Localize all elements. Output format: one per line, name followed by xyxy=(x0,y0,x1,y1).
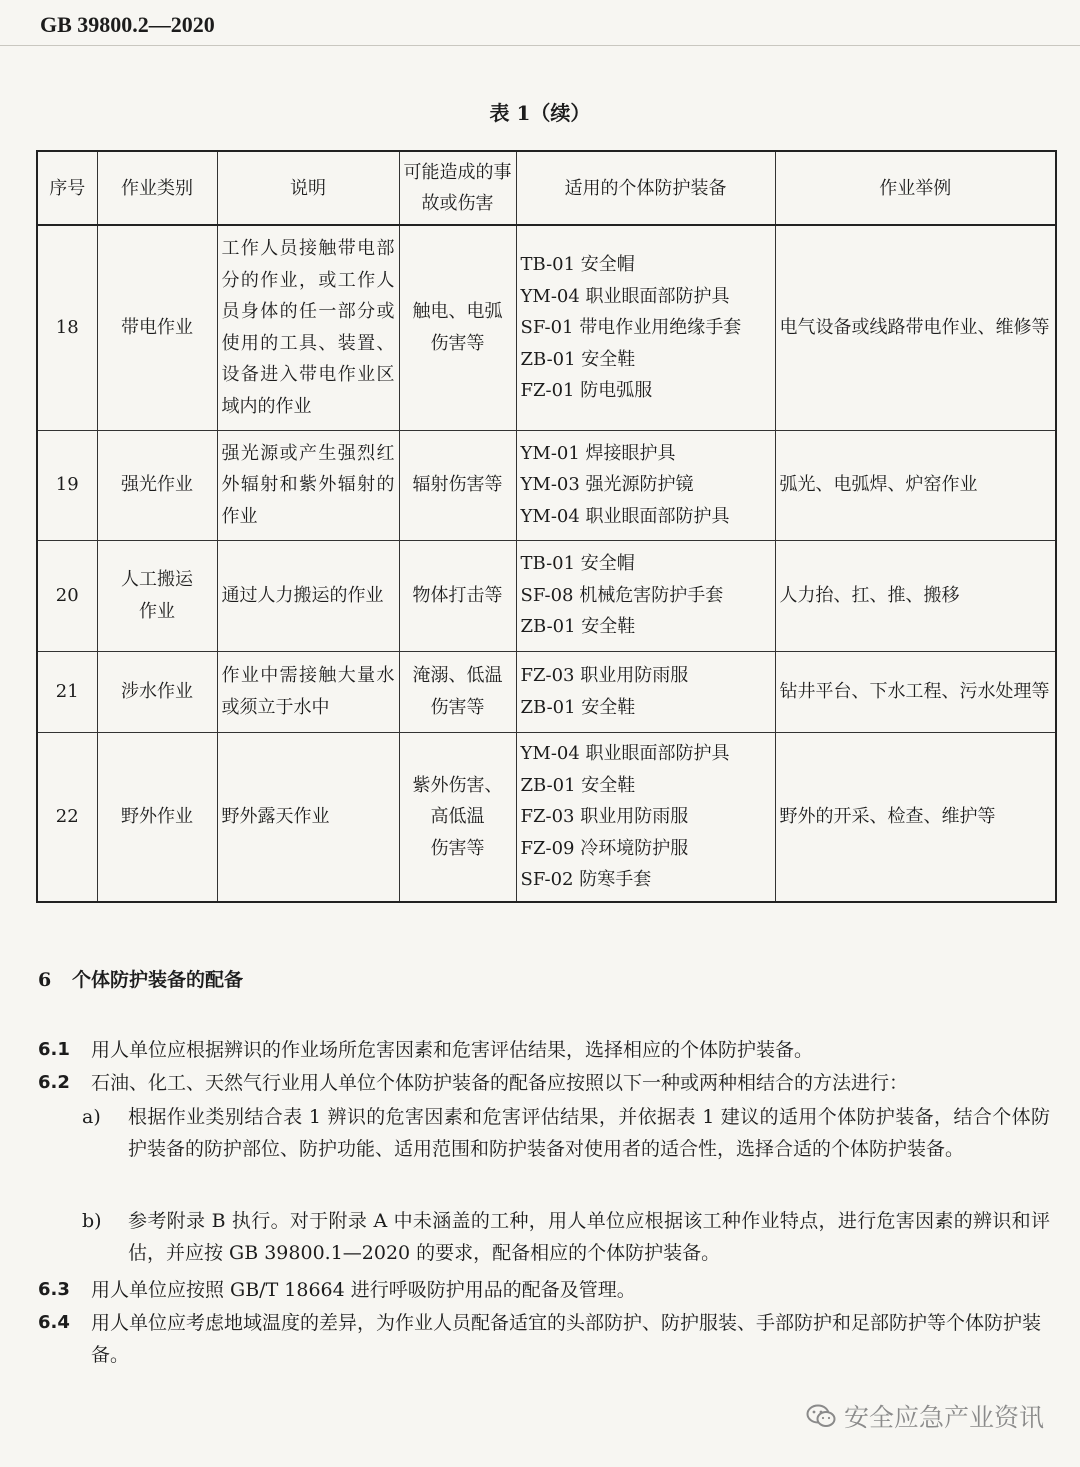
cell-hazard xyxy=(399,540,516,651)
section-heading: 个体防护装备的配备 xyxy=(72,969,244,991)
clause-number: 6.1 xyxy=(38,1039,70,1060)
cell-no: 21 xyxy=(37,651,97,732)
cell-example: 钻井平台、下水工程、污水处理等 xyxy=(775,651,1056,732)
ppe-item: YM-04 职业眼面部防护具 xyxy=(520,285,730,307)
section-number: 6 xyxy=(38,969,52,991)
clause-6-1 xyxy=(38,1034,1050,1066)
text-line: 带电作业 xyxy=(121,317,193,338)
text-line: 作业 xyxy=(139,600,175,622)
text-line: 紫外伤害、 xyxy=(412,774,503,796)
text-line: 高低温 xyxy=(430,806,485,827)
clause-text: 石油、化工、天然气行业用人单位个体防护装备的配备应按照以下一种或两种相结合的方法进行： xyxy=(91,1072,909,1094)
list-marker: a) xyxy=(82,1106,101,1128)
cell-ppe xyxy=(516,225,775,430)
ppe-item: SF-02 防寒手套 xyxy=(520,869,652,890)
cell-description: 作业中需接触大量水或须立于水中 xyxy=(217,651,399,732)
section-6-title xyxy=(38,965,243,992)
cell-description: 强光源或产生强烈红外辐射和紫外辐射的作业 xyxy=(217,430,399,540)
cell-ppe xyxy=(516,732,775,902)
clause-text: 用人单位应按照 GB/T 18664 进行呼吸防护用品的配备及管理。 xyxy=(91,1279,636,1301)
text-line: 可能造成的 xyxy=(403,162,494,183)
watermark-text: 安全应急产业资讯 xyxy=(843,1403,1044,1432)
cell-ppe xyxy=(516,540,775,651)
list-item-text: 根据作业类别结合表 1 辨识的危害因素和危害评估结果，并依据表 1 建议的适用个体防护装备，结合个体防护装备的防护部位、防护功能、适用范围和防护装备对使用者的适合性，选择合适的个体防护装备。 xyxy=(128,1106,1050,1160)
text-line: 类别 xyxy=(157,177,193,199)
text-line: 强光作业 xyxy=(121,474,193,496)
ppe-item: YM-03 强光源防护镜 xyxy=(520,474,694,496)
text-line: 涉水作业 xyxy=(121,680,193,702)
text-line: 适用的个体 xyxy=(564,177,655,199)
cell-category xyxy=(97,540,217,651)
clause-6-4 xyxy=(38,1307,1050,1371)
cell-hazard xyxy=(399,430,516,540)
col-header-hazard xyxy=(399,151,516,225)
table-header-row xyxy=(37,151,1056,225)
text-line: 物体打击等 xyxy=(412,584,503,606)
col-header-ppe xyxy=(516,151,775,225)
wechat-icon xyxy=(806,1403,836,1429)
cell-hazard xyxy=(399,651,516,732)
cell-example: 电气设备或线路带电作业、维修等 xyxy=(775,225,1056,430)
cell-category xyxy=(97,651,217,732)
cell-example: 人力抬、扛、推、搬移 xyxy=(775,540,1056,651)
cell-no: 22 xyxy=(37,732,97,902)
cell-category xyxy=(97,732,217,902)
text-line: 防护装备 xyxy=(654,177,727,199)
text-line: 辐射伤害等 xyxy=(412,474,503,496)
text-line: 触电、电弧 xyxy=(412,301,503,323)
clause-text: 用人单位应根据辨识的作业场所危害因素和危害评估结果，选择相应的个体防护装备。 xyxy=(91,1039,814,1061)
ppe-item: SF-08 机械危害防护手套 xyxy=(520,584,724,606)
header-rule xyxy=(0,45,1080,46)
text-line: 伤害等 xyxy=(430,696,485,718)
ppe-item: FZ-09 冷环境防护服 xyxy=(520,837,689,859)
table-row xyxy=(37,651,1056,732)
ppe-item: FZ-03 职业用防雨服 xyxy=(520,806,689,827)
text-line: 野外作业 xyxy=(121,806,193,827)
ppe-item: YM-01 焊接眼护具 xyxy=(520,442,676,464)
ppe-item: SF-01 带电作业用绝缘手套 xyxy=(520,317,742,338)
cell-category xyxy=(97,225,217,430)
watermark xyxy=(806,1398,1044,1434)
standard-number: GB 39800.2—2020 xyxy=(40,12,215,37)
ppe-item: YM-04 职业眼面部防护具 xyxy=(520,743,730,764)
table-row xyxy=(37,225,1056,430)
clause-6-2 xyxy=(38,1067,1050,1099)
ppe-item: ZB-01 安全鞋 xyxy=(520,696,636,718)
clause-6-3 xyxy=(38,1274,1050,1306)
ppe-table xyxy=(36,150,1057,903)
cell-description: 工作人员接触带电部分的作业，或工作人员身体的任一部分或使用的工具、装置、设备进入带电作业区域内的作业 xyxy=(217,225,399,430)
cell-ppe xyxy=(516,430,775,540)
cell-ppe xyxy=(516,651,775,732)
cell-description: 野外露天作业 xyxy=(217,732,399,902)
col-header-no: 序号 xyxy=(37,151,97,225)
text-line: 伤害等 xyxy=(430,332,485,354)
table-row xyxy=(37,540,1056,651)
clause-6-2-b xyxy=(82,1205,1050,1269)
col-header-example: 作业举例 xyxy=(775,151,1056,225)
ppe-item: TB-01 安全帽 xyxy=(520,254,635,275)
text-line: 淹溺、低温 xyxy=(412,665,503,686)
table-row xyxy=(37,732,1056,902)
text-line: 人工搬运 xyxy=(121,569,193,590)
cell-description: 通过人力搬运的作业 xyxy=(217,540,399,651)
clause-number: 6.2 xyxy=(38,1072,70,1093)
cell-no: 18 xyxy=(37,225,97,430)
list-item-text: 参考附录 B 执行。对于附录 A 中未涵盖的工种，用人单位应根据该工种作业特点，进行危害因素的辨识和评估，并应按 GB 39800.1—2020 的要求，配备相应的个体防护装备。 xyxy=(128,1210,1050,1264)
cell-hazard xyxy=(399,225,516,430)
clause-number: 6.3 xyxy=(38,1279,70,1300)
table-row xyxy=(37,430,1056,540)
cell-category xyxy=(97,430,217,540)
cell-example: 弧光、电弧焊、炉窑作业 xyxy=(775,430,1056,540)
text-line: 伤害等 xyxy=(430,837,485,859)
clause-number: 6.4 xyxy=(38,1312,70,1333)
cell-example: 野外的开采、检查、维护等 xyxy=(775,732,1056,902)
ppe-item: ZB-01 安全鞋 xyxy=(520,348,636,370)
text-line: 事故或伤害 xyxy=(421,162,512,214)
ppe-item: ZB-01 安全鞋 xyxy=(520,774,636,796)
ppe-item: FZ-01 防电弧服 xyxy=(520,380,653,401)
table-caption: 表 1（续） xyxy=(489,101,591,125)
cell-no: 20 xyxy=(37,540,97,651)
ppe-item: YM-04 职业眼面部防护具 xyxy=(520,505,730,527)
cell-no: 19 xyxy=(37,430,97,540)
col-header-description: 说明 xyxy=(217,151,399,225)
clause-text: 用人单位应考虑地域温度的差异，为作业人员配备适宜的头部防护、防护服装、手部防护和足部防护等个体防护装备。 xyxy=(91,1312,1042,1366)
text-line: 作业 xyxy=(121,177,157,199)
col-header-category xyxy=(97,151,217,225)
cell-hazard xyxy=(399,732,516,902)
ppe-item: FZ-03 职业用防雨服 xyxy=(520,665,689,686)
clause-6-2-a xyxy=(82,1101,1050,1165)
list-marker: b) xyxy=(82,1210,102,1232)
ppe-item: TB-01 安全帽 xyxy=(520,553,635,575)
ppe-item: ZB-01 安全鞋 xyxy=(520,616,636,638)
